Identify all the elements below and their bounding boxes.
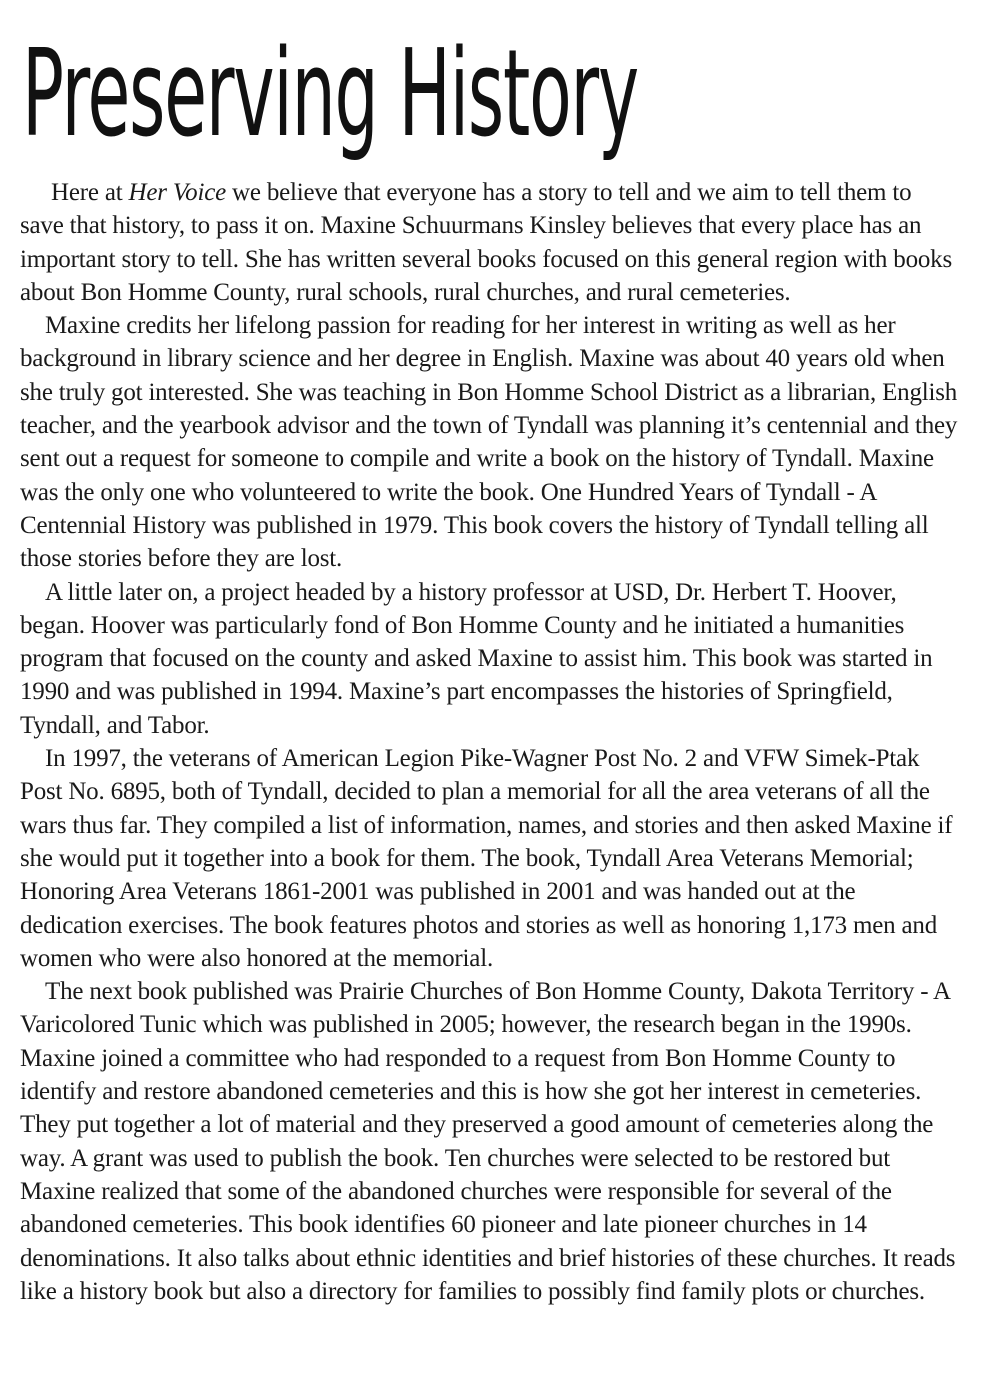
article-body <box>20 176 960 1308</box>
paragraph-humanities-program: A little later on, a project headed by a history professor at USD, Dr. Herbert T. Hoover, began. Hoover was particularly fond of Bon Homme County and he initiated a humanities program that focused on the county and asked Maxine to assist him. This book was started in 1990 and was published in 1994. Maxine’s part encompasses the histories of Springfield, Tyndall, and Tabor. <box>20 578 933 739</box>
intro-text-rest: we believe that everyone has a story to tell and we aim to tell them to save that history, to pass it on. Maxine Schuurmans Kinsley believes that every place has an important story to tell. She has written several books focused on this general region with books about Bon Homme County, rural schools, rural churches, and rural cemeteries. <box>20 179 953 306</box>
publication-name: Her Voice <box>128 179 226 206</box>
intro-paragraph <box>20 176 960 309</box>
paragraph-tyndall-centennial: Maxine credits her lifelong passion for reading for her interest in writing as well as her background in library science and her degree in English. Maxine was about 40 years old when she truly got interested. She was teaching in Bon Homme School District as a librarian, English teacher, and the yearbook advisor and the town of Tyndall was planning it’s centennial and they sent out a request for someone to compile and write a book on the history of Tyndall. Maxine was the only one who volunteered to write the book. One Hundred Years of Tyndall - A Centennial History was published in 1979. This book covers the history of Tyndall telling all those stories before they are lost. <box>20 312 958 573</box>
paragraph-veterans-memorial: In 1997, the veterans of American Legion Pike-Wagner Post No. 2 and VFW Simek-Ptak Post No. 6895, both of Tyndall, decided to plan a memorial for all the area veterans of all the wars thus far. They compiled a list of information, names, and stories and then asked Maxine if she would put it together into a book for them. The book, Tyndall Area Veterans Memorial; Honoring Area Veterans 1861-2001 was published in 2001 and was handed out at the dedication exercises. The book features photos and stories as well as honoring 1,173 men and women who were also honored at the memorial. <box>20 745 953 972</box>
article-title: Preserving History <box>22 25 639 164</box>
paragraph-prairie-churches: The next book published was Prairie Churches of Bon Homme County, Dakota Territory - A Varicolored Tunic which was published in 2005; however, the research began in the 1990s. Maxine joined a committee who had responded to a request from Bon Homme County to identify and restore abandoned cemeteries and this is how she got her interest in cemeteries. They put together a lot of material and they preserved a good amount of cemeteries along the way. A grant was used to publish the book. Ten churches were selected to be restored but Maxine realized that some of the abandoned churches were responsible for several of the abandoned cemeteries. This book identifies 60 pioneer and late pioneer churches in 14 denominations. It also talks about ethnic identities and brief histories of these churches. It reads like a history book but also a directory for families to possibly find family plots or churches. <box>20 978 956 1305</box>
intro-text-start: Here at <box>51 179 129 206</box>
